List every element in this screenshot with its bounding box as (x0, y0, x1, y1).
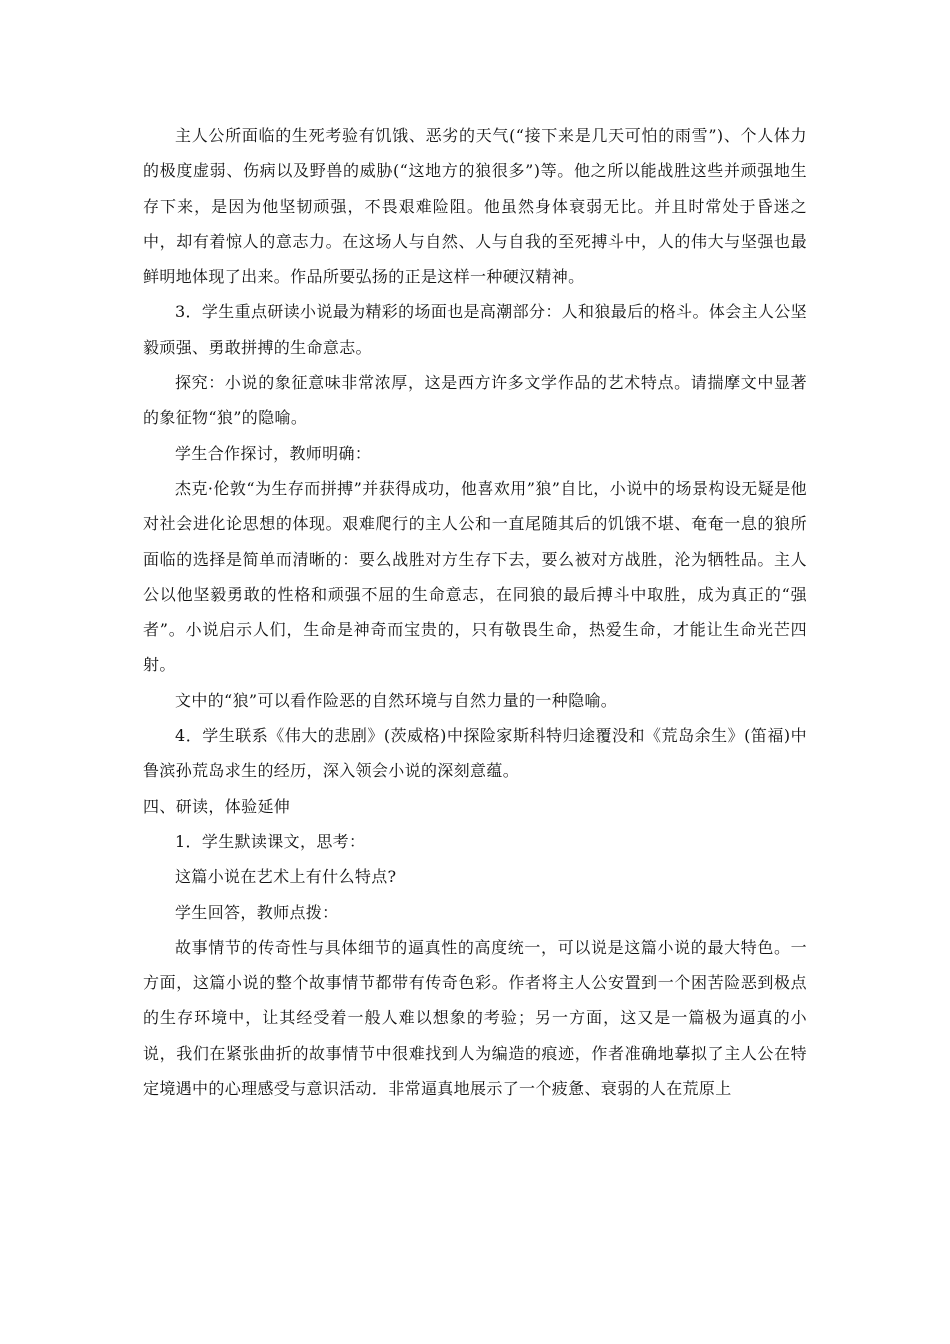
paragraph-step-3: 3．学生重点研读小说最为精彩的场面也是高潮部分：人和狼最后的格斗。体会主人公坚毅顽强、勇敢拼搏的生命意志。 (143, 302, 807, 357)
paragraph-wolf-metaphor: 文中的“狼”可以看作险恶的自然环境与自然力量的一种隐喻。 (175, 690, 618, 710)
document-page (143, 118, 807, 1106)
paragraph-silent-reading: 1．学生默读课文，思考： (175, 831, 366, 851)
paragraph-question: 这篇小说在艺术上有什么特点? (175, 867, 397, 887)
paragraph-jack-london: 杰克·伦敦“为生存而拼搏”并获得成功，他喜欢用”狼”自比，小说中的场景构设无疑是他对社会进化论思想的体现。艰难爬行的主人公和一直尾随其后的饥饿不堪、奄奄一息的狼所面临的选择是简单而清晰的：要么战胜对方生存下去，要么被对方战胜，沦为牺牲品。主人公以他坚毅勇敢的性格和顽强不屈的生命意志，在同狼的最后搏斗中取胜，成为真正的“强者”。小说启示人们，生命是神奇而宝贵的，只有敬畏生命，热爱生命，才能让生命光芒四射。 (143, 478, 807, 675)
paragraph-artistic-features: 故事情节的传奇性与具体细节的逼真性的高度统一，可以说是这篇小说的最大特色。一方面，这篇小说的整个故事情节都带有传奇色彩。作者将主人公安置到一个困苦险恶到极点的生存环境中，让其经受着一般人难以想象的考验；另一方面，这又是一篇极为逼真的小说，我们在紧张曲折的故事情节中很难找到人为编造的痕迹，作者准确地摹拟了主人公在特定境遇中的心理感受与意识活动．非常逼真地展示了一个疲惫、衰弱的人在荒原上 (143, 937, 807, 1099)
paragraph-explore-symbol: 探究：小说的象征意味非常浓厚，这是西方许多文学作品的艺术特点。请揣摩文中显著的象征物“狼”的隐喻。 (143, 373, 807, 428)
paragraph-survival-trials: 主人公所面临的生死考验有饥饿、恶劣的天气(“接下来是几天可怕的雨雪”)、个人体力的极度虚弱、伤病以及野兽的威胁(“这地方的狼很多”)等。他之所以能战胜这些并顽强地生存下来，是因为他坚韧顽强，不畏艰难险阻。他虽然身体衰弱无比。并且时常处于昏迷之中，却有着惊人的意志力。在这场人与自然、人与自我的至死搏斗中，人的伟大与坚强也最鲜明地体现了出来。作品所要弘扬的正是这样一种硬汉精神。 (143, 126, 807, 287)
paragraph-answer-intro: 学生回答，教师点拨： (175, 902, 339, 922)
paragraph-discussion: 学生合作探讨，教师明确： (175, 443, 372, 463)
paragraph-step-4: 4．学生联系《伟大的悲剧》(茨威格)中探险家斯科特归途覆没和《荒岛余生》(笛福)中鲁滨孙荒岛求生的经历，深入领会小说的深刻意蕴。 (143, 726, 807, 781)
section-heading-4: 四、研读，体验延伸 (143, 796, 291, 816)
